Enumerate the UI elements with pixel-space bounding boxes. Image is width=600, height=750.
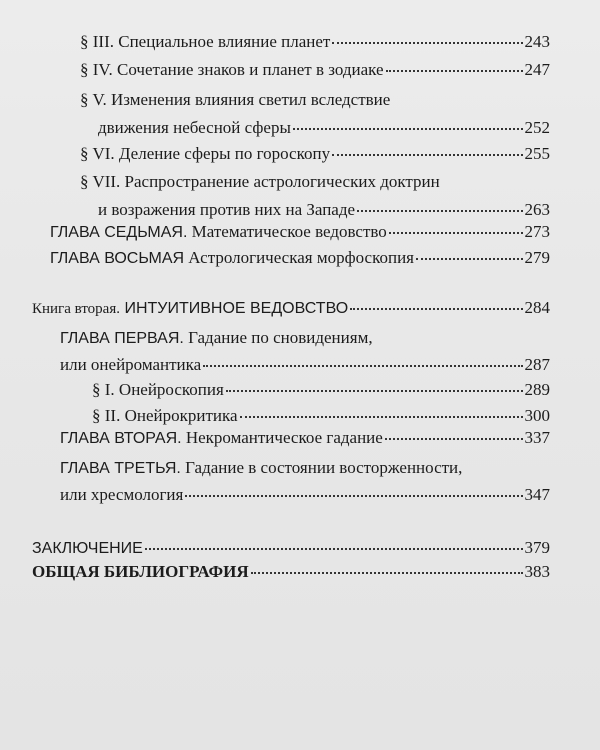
toc-page-number: 255 (524, 144, 550, 163)
leader-dots (145, 548, 523, 550)
chapter-label: ГЛАВА ТРЕТЬЯ. (60, 460, 181, 477)
toc-entry-title: Математическое ведовство (187, 222, 387, 241)
toc-entry-title-continued: или онейромантика (60, 355, 202, 374)
leader-dots (226, 390, 523, 392)
toc-page-number: 287 (524, 355, 550, 374)
toc-page-number: 243 (524, 32, 550, 51)
leader-dots (240, 416, 523, 418)
toc-entry-title: ОБЩАЯ БИБЛИОГРАФИЯ (32, 562, 249, 581)
toc-entry-title: § III. Специальное влияние планет (80, 32, 331, 51)
toc-entry (32, 538, 550, 559)
toc-entry-title: § V. Изменения влияния светил вследствие (80, 90, 391, 109)
toc-entry-title: § VII. Распространение астрологических доктрин (80, 172, 440, 191)
toc-page-number: 284 (524, 298, 550, 317)
toc-entry-title-continued: движения небесной сферы (98, 118, 291, 137)
leader-dots (389, 232, 523, 234)
toc-page-number: 347 (524, 485, 550, 504)
book-label: Книга вторая. (32, 301, 120, 317)
leader-dots (416, 258, 523, 260)
toc-entry-title-continued: или хресмология (60, 485, 184, 504)
toc-book-entry (32, 298, 550, 319)
leader-dots (350, 308, 522, 310)
toc-page-number: 289 (524, 380, 550, 399)
toc-entry (92, 406, 550, 426)
leader-dots (332, 42, 522, 44)
leader-dots (251, 572, 523, 574)
chapter-label: ГЛАВА ВТОРАЯ. (60, 430, 182, 447)
toc-chapter-entry (60, 328, 550, 375)
toc-page-number: 279 (524, 248, 550, 267)
toc-entry-title: Гадание по сновидениям, (183, 328, 373, 347)
toc-entry-title: § II. Онейрокритика (92, 406, 238, 425)
leader-dots (386, 70, 523, 72)
toc-entry (80, 172, 550, 220)
toc-entry-title: § VI. Деление сферы по гороскопу (80, 144, 331, 163)
leader-dots (185, 495, 522, 497)
leader-dots (332, 154, 522, 156)
toc-entry-title: Астрологическая морфоскопия (184, 248, 414, 267)
toc-entry-title: ИНТУИТИВНОЕ ВЕДОВСТВО (120, 300, 349, 317)
toc-page-number: 300 (524, 406, 550, 425)
chapter-label: ГЛАВА СЕДЬМАЯ. (50, 224, 188, 241)
toc-chapter-entry (50, 248, 550, 269)
toc-chapter-entry (50, 222, 550, 243)
leader-dots (203, 365, 522, 367)
leader-dots (357, 210, 522, 212)
leader-dots (293, 128, 523, 130)
toc-entry (80, 32, 550, 52)
toc-entry-title: ЗАКЛЮЧЕНИЕ (32, 540, 143, 557)
toc-page-number: 263 (524, 200, 550, 219)
toc-chapter-entry (60, 458, 550, 505)
toc-entry (80, 60, 550, 80)
toc-entry (80, 90, 550, 138)
toc-entry-title-continued: и возражения против них на Западе (98, 200, 356, 219)
chapter-label: ГЛАВА ВОСЬМАЯ (50, 250, 185, 267)
toc-entry (92, 380, 550, 400)
toc-entry-title: Гадание в состоянии восторженности, (180, 458, 463, 477)
chapter-label: ГЛАВА ПЕРВАЯ. (60, 330, 184, 347)
toc-page-number: 383 (524, 562, 550, 581)
toc-page-number: 247 (524, 60, 550, 79)
leader-dots (385, 438, 523, 440)
toc-entry-title: Некромантическое гадание (181, 428, 383, 447)
toc-page-number: 379 (524, 538, 550, 557)
toc-page-number: 252 (524, 118, 550, 137)
toc-chapter-entry (60, 428, 550, 449)
toc-entry (32, 562, 550, 582)
toc-entry-title: § IV. Сочетание знаков и планет в зодиаке (80, 60, 384, 79)
toc-page-number: 337 (524, 428, 550, 447)
toc-entry-title: § I. Онейроскопия (92, 380, 224, 399)
toc-page-number: 273 (524, 222, 550, 241)
toc-entry (80, 144, 550, 164)
